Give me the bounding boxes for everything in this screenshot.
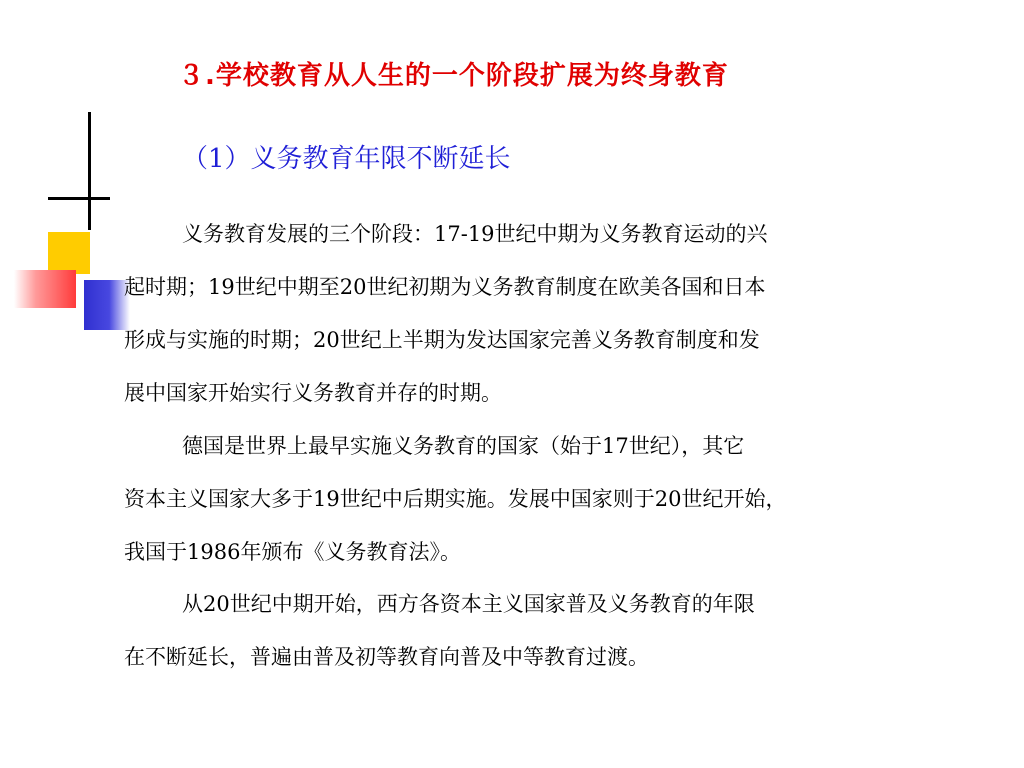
paragraph-line: 形成与实施的时期；20世纪上半期为发达国家完善义务教育制度和发 xyxy=(124,328,760,352)
vertical-rule xyxy=(88,112,91,230)
paragraph-line: 德国是世界上最早实施义务教育的国家（始于17世纪），其它 xyxy=(182,434,745,458)
slide-subtitle: （1）义务教育年限不断延长 xyxy=(182,144,511,174)
paragraph-line: 义务教育发展的三个阶段：17-19世纪中期为义务教育运动的兴 xyxy=(182,222,768,246)
paragraph-line: 展中国家开始实行义务教育并存的时期。 xyxy=(124,381,502,405)
decorative-logo xyxy=(0,110,140,230)
paragraph-line: 我国于1986年颁布《义务教育法》。 xyxy=(124,540,461,564)
body-text xyxy=(124,208,1004,684)
paragraph-line: 在不断延长，普遍由普及初等教育向普及中等教育过渡。 xyxy=(124,645,649,669)
paragraph-line: 资本主义国家大多于19世纪中后期实施。发展中国家则于20世纪开始， xyxy=(124,487,787,511)
paragraph-line: 起时期；19世纪中期至20世纪初期为义务教育制度在欧美各国和日本 xyxy=(124,275,766,299)
horizontal-rule xyxy=(48,197,110,200)
yellow-square xyxy=(48,232,90,274)
paragraph-line: 从20世纪中期开始，西方各资本主义国家普及义务教育的年限 xyxy=(182,592,755,616)
red-square xyxy=(14,270,76,308)
slide-title: ３.学校教育从人生的一个阶段扩展为终身教育 xyxy=(178,61,729,91)
